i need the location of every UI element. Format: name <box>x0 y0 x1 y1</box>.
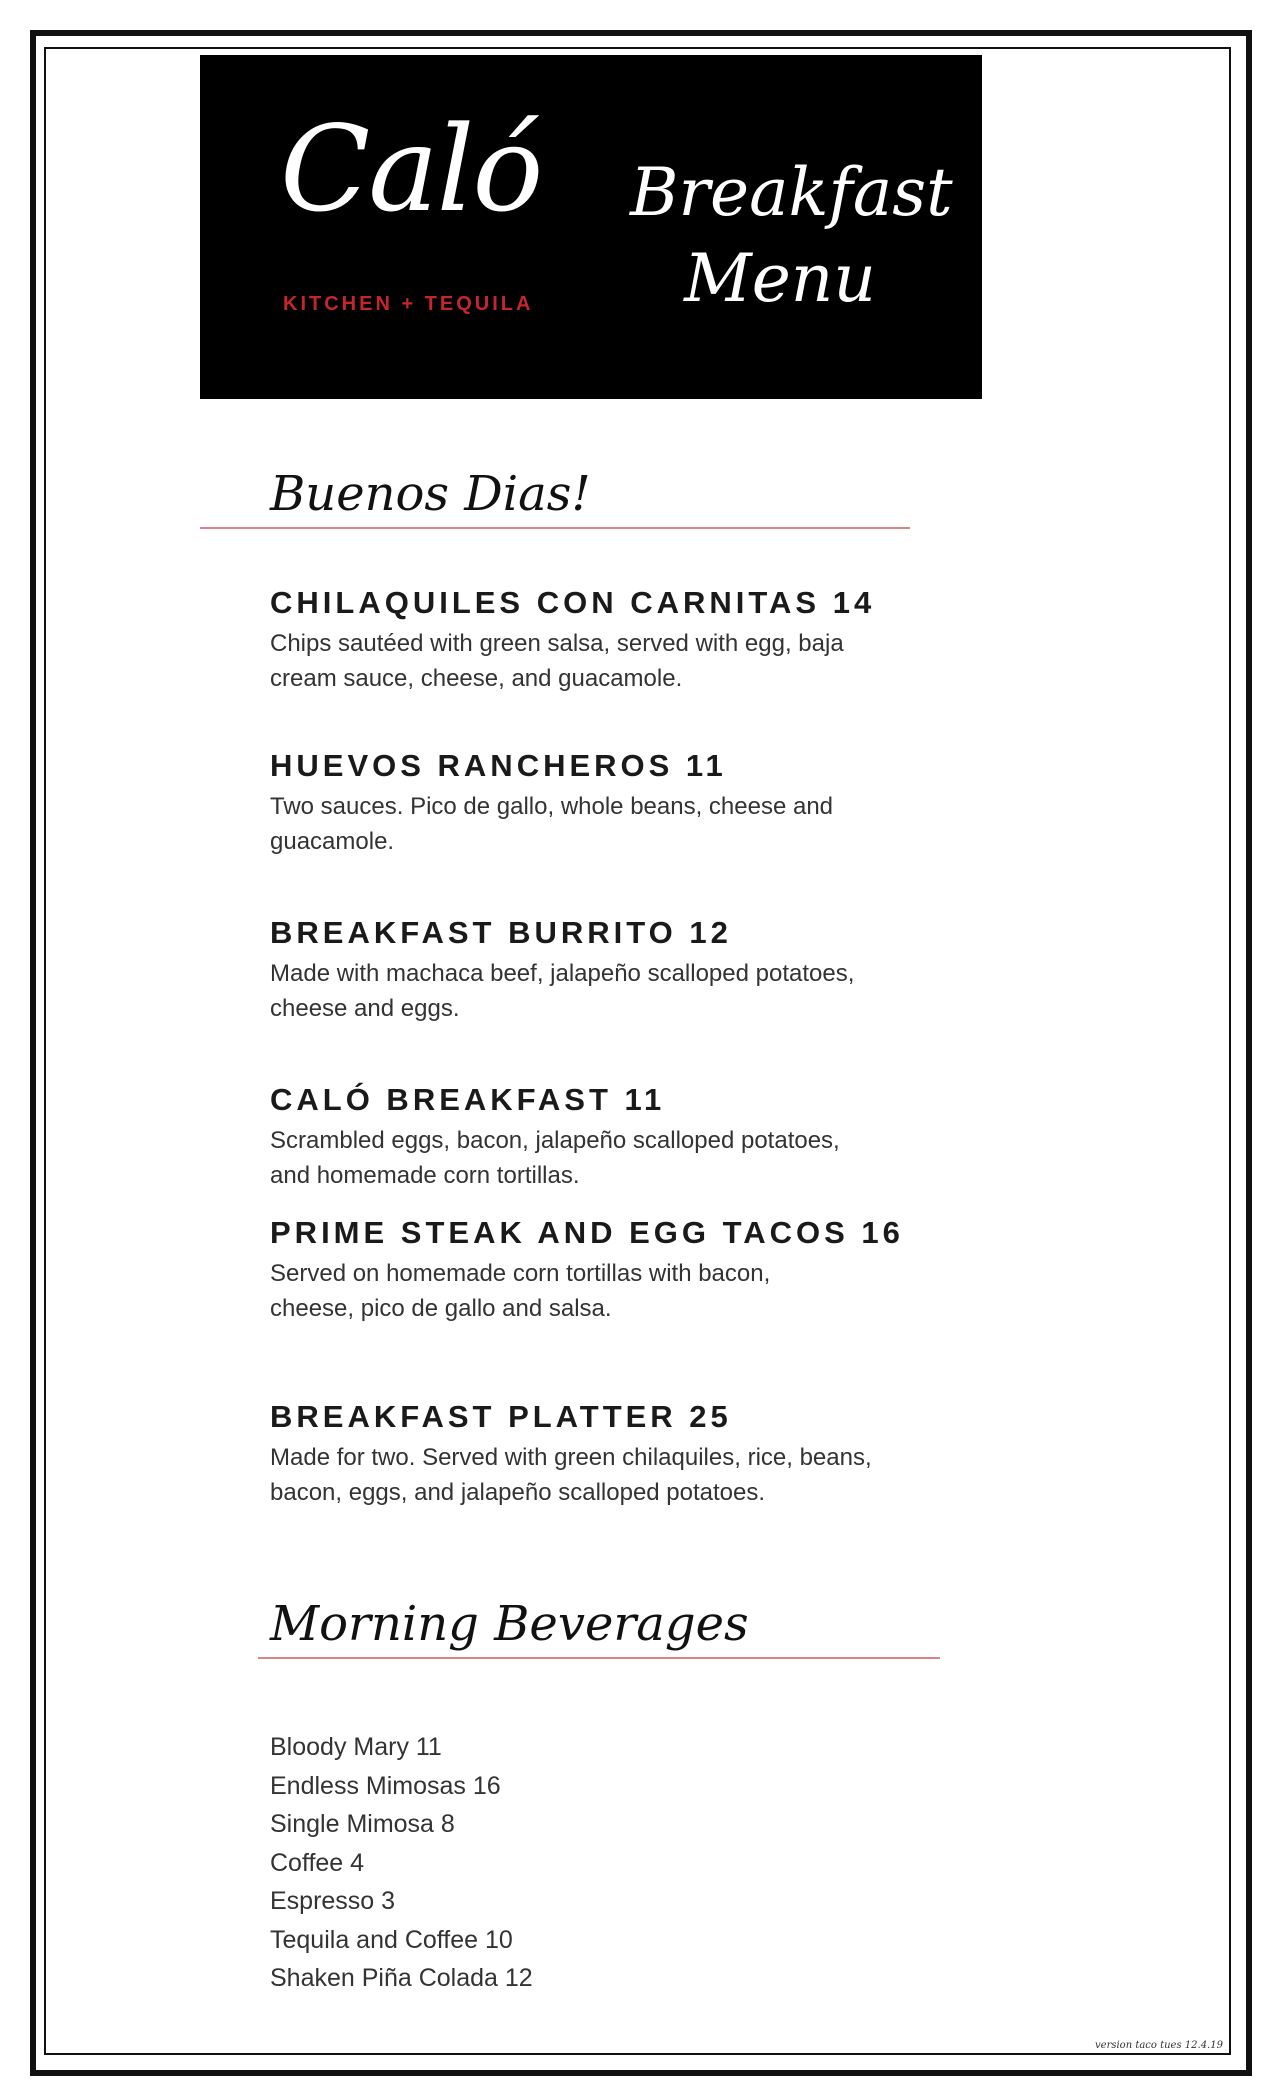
item-description-line: cream sauce, cheese, and guacamole. <box>270 665 683 692</box>
item-description-line: Scrambled eggs, bacon, jalapeño scalloped potatoes, <box>270 1127 840 1154</box>
item-name: HUEVOS RANCHEROS 11 <box>270 748 727 783</box>
item-description-line: cheese and eggs. <box>270 995 460 1022</box>
beverage-item: Coffee 4 <box>270 1848 365 1877</box>
menu-item <box>270 1214 1010 1326</box>
version-note: version taco tues 12.4.19 <box>1095 2040 1223 2051</box>
menu-item <box>270 1398 1010 1510</box>
beverage-item: Tequila and Coffee 10 <box>270 1925 513 1954</box>
item-description-line: Made with machaca beef, jalapeño scalloped potatoes, <box>270 960 855 987</box>
beverage-item: Endless Mimosas 16 <box>270 1771 501 1800</box>
item-name: CALÓ BREAKFAST 11 <box>270 1082 666 1117</box>
header-banner <box>200 55 982 399</box>
beverage-item: Single Mimosa 8 <box>270 1810 455 1838</box>
logo: Caló <box>280 100 542 238</box>
item-name: BREAKFAST BURRITO 12 <box>270 915 732 950</box>
beverage-list <box>270 1728 533 1998</box>
item-description <box>270 1123 1010 1193</box>
logo-subtitle: KITCHEN + TEQUILA <box>283 293 534 315</box>
item-description-line: and homemade corn tortillas. <box>270 1162 580 1189</box>
item-description <box>270 1440 1010 1510</box>
menu-title <box>630 150 953 322</box>
item-description-line: Two sauces. Pico de gallo, whole beans, cheese and <box>270 793 834 820</box>
menu-item <box>270 914 1010 1026</box>
section-heading-beverages: Morning Beverages <box>270 1596 749 1652</box>
item-name: BREAKFAST PLATTER 25 <box>270 1399 732 1434</box>
beverage-item: Shaken Piña Colada 12 <box>270 1964 533 1992</box>
beverage-item: Bloody Mary 11 <box>270 1733 442 1761</box>
item-name: PRIME STEAK AND EGG TACOS 16 <box>270 1215 904 1250</box>
menu-item <box>270 747 1010 859</box>
section-divider-breakfast <box>200 527 910 529</box>
menu-item <box>270 584 1010 696</box>
item-description <box>270 626 1010 696</box>
item-description-line: Made for two. Served with green chilaquiles, rice, beans, <box>270 1444 872 1471</box>
section-heading-breakfast: Buenos Dias! <box>270 466 591 522</box>
section-divider-beverages <box>258 1657 940 1659</box>
menu-item <box>270 1081 1010 1193</box>
item-description-line: Chips sautéed with green salsa, served with egg, baja <box>270 630 844 657</box>
item-description <box>270 956 1010 1026</box>
item-name: CHILAQUILES CON CARNITAS 14 <box>270 585 876 620</box>
item-description <box>270 1256 1010 1326</box>
item-description-line: bacon, eggs, and jalapeño scalloped potatoes. <box>270 1479 766 1506</box>
beverage-item: Espresso 3 <box>270 1887 396 1915</box>
item-description <box>270 789 1010 859</box>
menu-title-line2: Menu <box>684 240 876 317</box>
item-description-line: guacamole. <box>270 828 395 855</box>
item-description-line: cheese, pico de gallo and salsa. <box>270 1295 612 1322</box>
item-description-line: Served on homemade corn tortillas with bacon, <box>270 1260 771 1287</box>
menu-title-line1: Breakfast <box>630 154 953 231</box>
